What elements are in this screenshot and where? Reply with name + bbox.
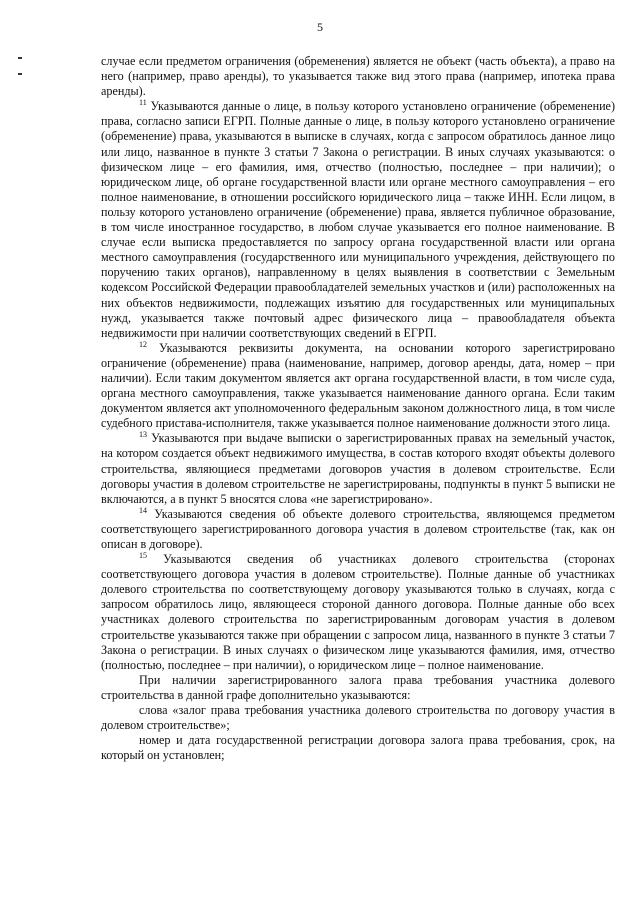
footnote-number: 13 — [139, 430, 147, 440]
footnote-12 — [101, 341, 615, 432]
paragraph-continuation — [101, 54, 615, 99]
paragraph-text: Указываются реквизиты документа, на основании которого зарегистрировано ограничение (обременение) права (наименование, например, договор аренды, дата, номер – при наличии). Если таким документом является акт органа государственной власти, в том числе суда, органа местного самоуправления, также указывается наименование данного органа. Если таким документом является акт уполномоченного федеральным законом должностного лица, в том числе судебного пристава-исполнителя, также указывается полное наименование должности этого лица. — [101, 340, 615, 431]
footnote-number: 14 — [139, 505, 147, 515]
paragraph-text: слова «залог права требования участника долевого строительства по договору участия в долевом строительстве»; — [101, 703, 615, 733]
paragraph-pledge-registration — [101, 733, 615, 763]
document-body — [101, 54, 615, 763]
paragraph-text: Указываются сведения об участниках долевого строительства (сторонах соответствующего договора участия в долевом строительстве). Полные данные об участниках долевого строительства по соответствующему договору указываются только в случаях, когда с запросом обратилось лицо, являющееся стороной данного договора. Полные данные обо всех участниках долевого строительства по зарегистрированным договорам участия в долевом строительстве указываются также при обращении с запросом лица, названного в пункте 3 статьи 7 Закона о регистрации. В иных случаях о физическом лице указываются фамилия, имя, отчество (полностью, последнее – при наличии), о юридическом лице – полное наименование. — [101, 552, 615, 672]
footnote-number: 15 — [139, 551, 147, 561]
paragraph-text: При наличии зарегистрированного залога права требования участника долевого строительства в данной графе дополнительно указываются: — [101, 672, 615, 702]
footnote-number: 11 — [139, 98, 147, 108]
footnote-13 — [101, 431, 615, 506]
margin-mark — [18, 57, 22, 59]
paragraph-text: номер и дата государственной регистрации договора залога права требования, срок, на который он установлен; — [101, 733, 615, 763]
paragraph-text: Указываются сведения об объекте долевого строительства, являющемся предметом соответствующего зарегистрированного договора участия в долевом строительстве (так, как он описан в договоре). — [101, 506, 615, 551]
footnote-number: 12 — [139, 339, 147, 349]
page-number: 5 — [317, 20, 323, 34]
margin-mark — [18, 73, 22, 75]
paragraph-text: Указываются при выдаче выписки о зарегистрированных правах на земельный участок, на котором создается объект недвижимого имущества, в состав которого входят объекты долевого строительства, являющиеся предметами договоров участия в долевом строительстве. Если договоры участия в долевом строительстве не зарегистрированы, подпункты в пункт 5 выписки не включаются, а в пункт 5 вносятся слова «не зарегистрировано». — [101, 431, 615, 506]
footnote-15 — [101, 552, 615, 673]
footnote-14 — [101, 507, 615, 552]
paragraph-pledge-intro — [101, 673, 615, 703]
paragraph-text: Указываются данные о лице, в пользу которого установлено ограничение (обременение) права, согласно записи ЕГРП. Полные данные о лице, в пользу которого установлено ограничение (обременение) права, указываются в выписке в случаях, когда с запросом обратилось данное лицо или лицо, названное в пункте 3 статьи 7 Закона о регистрации. В иных случаях указываются: о физическом лице – его фамилия, имя, отчество (полностью, последнее – при наличии); о юридическом лице, об органе государственной власти или органе местного самоуправления – его полное наименование, в отношении российского юридического лица – также ИНН. Если лицом, в пользу которого установлено ограничение (обременение) права, является публичное образование, в том числе иностранное государство, в любом случае указывается его полное наименование. В случае если выписка предоставляется по запросу органа государственной власти или органа местного самоуправления (государственного или муниципального учреждения, действующего по поручению таких органов), направленному в целях выявления в соответствии с Земельным кодексом Российской Федерации правообладателей земельных участков и (или) расположенных на них объектов недвижимости, подлежащих изъятию для государственных или муниципальных нужд, указывается также почтовый адрес физического лица – правообладателя объекта недвижимости при наличии соответствующих сведений в ЕГРП. — [101, 99, 615, 340]
footnote-11 — [101, 99, 615, 341]
paragraph-pledge-words — [101, 703, 615, 733]
paragraph-text: случае если предметом ограничения (обременения) является не объект (часть объекта), а право на него (например, право аренды), то указывается также вид этого права (например, ипотека права аренды). — [101, 54, 615, 99]
